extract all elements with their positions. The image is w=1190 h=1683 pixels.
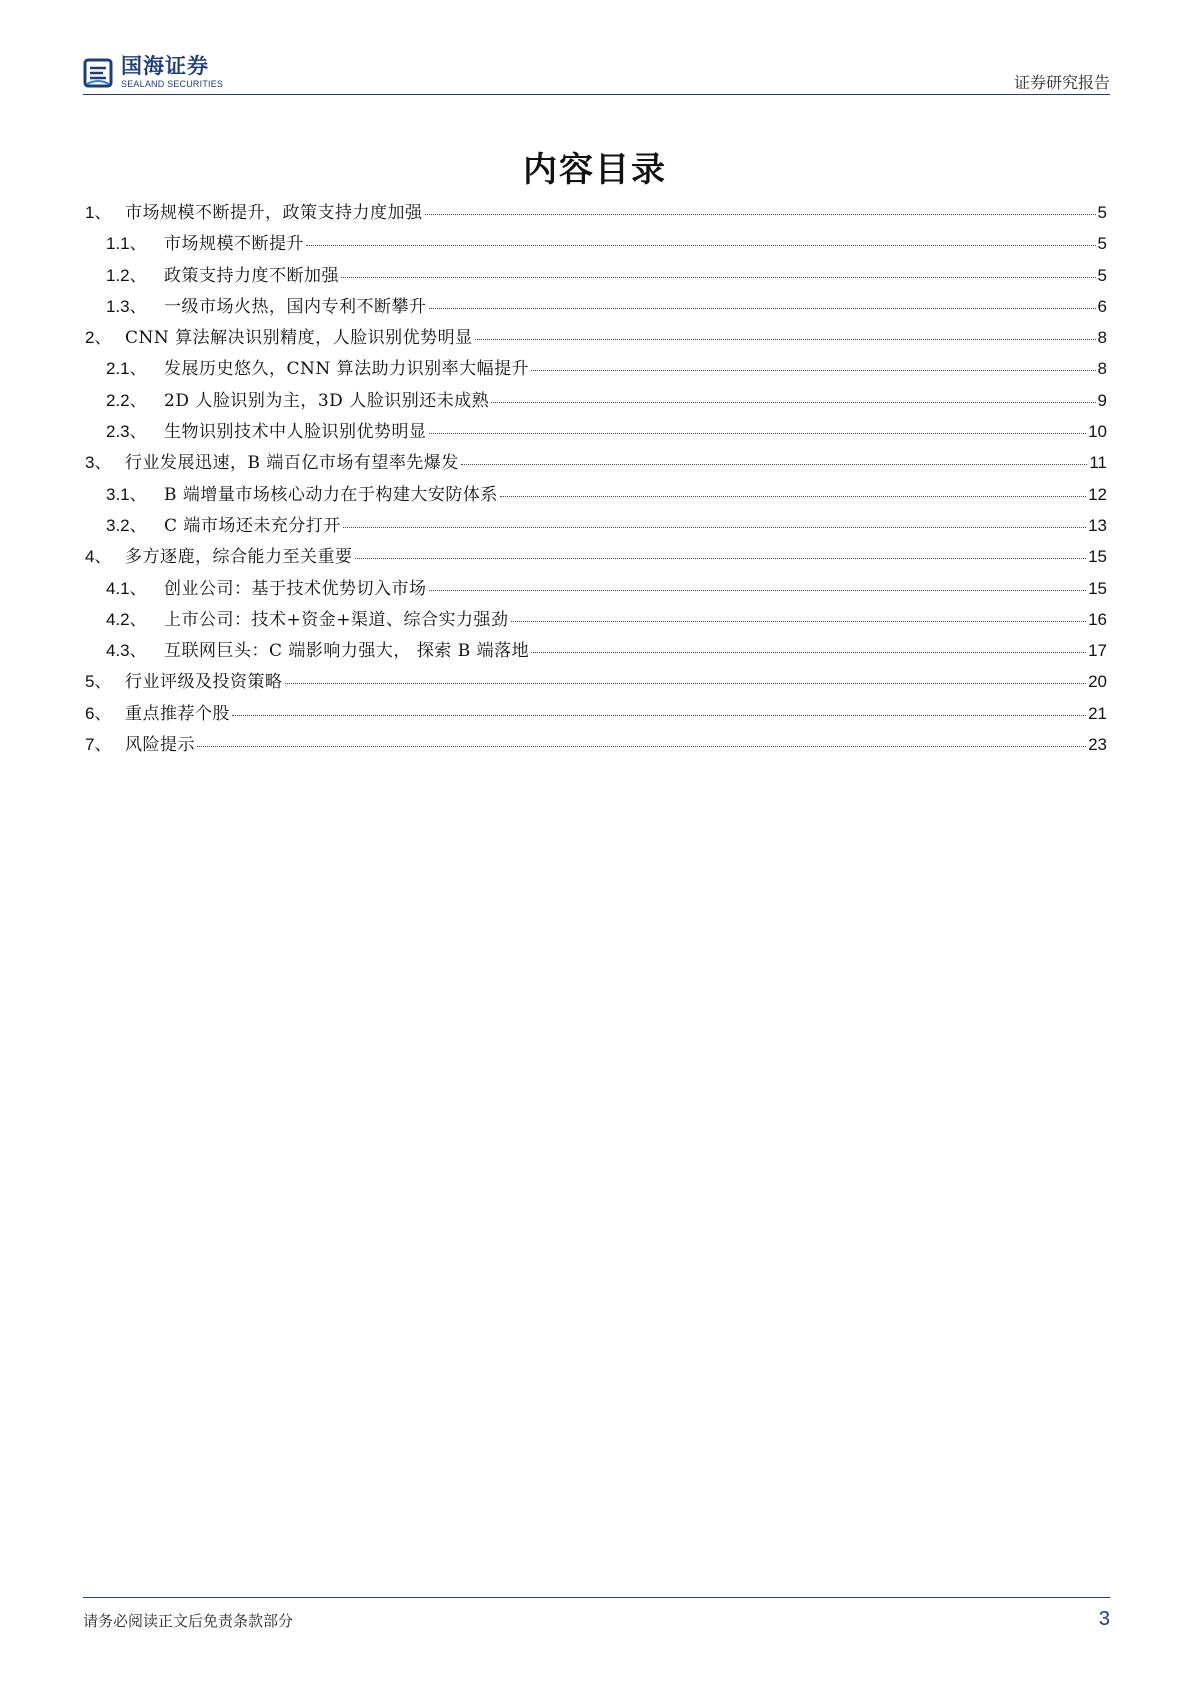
toc-entry[interactable]	[85, 323, 1107, 354]
toc-entry-title: 生物识别技术中人脸识别优势明显	[164, 422, 427, 443]
toc-entry-number: 1、	[85, 203, 112, 222]
toc-entry-number: 1.3、	[106, 296, 147, 316]
toc-entry-title: 行业评级及投资策略	[125, 672, 283, 693]
toc-entry-number: 2.3、	[106, 422, 147, 442]
toc-entry-page: 15	[1088, 578, 1107, 598]
toc-entry-number: 2、	[85, 328, 112, 348]
toc-entry-page: 8	[1097, 328, 1107, 348]
toc-entry-title: 市场规模不断提升	[164, 234, 304, 255]
toc-entry-number: 4.1、	[106, 578, 147, 598]
toc-entry[interactable]	[85, 261, 1107, 292]
toc-leader-dots	[429, 308, 1096, 309]
toc-entry-number: 3.1、	[106, 484, 147, 504]
toc-entry-number: 4.3、	[106, 641, 147, 661]
page-footer	[83, 1597, 1110, 1638]
toc-entry[interactable]	[85, 730, 1107, 761]
toc-entry[interactable]	[85, 292, 1107, 323]
toc-entry-title: 市场规模不断提升，政策支持力度加强	[125, 203, 423, 223]
disclaimer-note: 请务必阅读正文后免责条款部分	[83, 1612, 294, 1630]
toc-leader-dots	[491, 402, 1095, 403]
toc-leader-dots	[343, 527, 1086, 528]
toc-entry-title: 创业公司：基于技术优势切入市场	[164, 578, 427, 599]
toc-leader-dots	[341, 277, 1096, 278]
toc-entry[interactable]	[85, 699, 1107, 730]
toc-entry[interactable]	[85, 417, 1107, 448]
toc-entry-title: B 端增量市场核心动力在于构建大安防体系	[164, 484, 498, 505]
toc-entry[interactable]	[85, 636, 1107, 667]
brand-logo	[83, 56, 223, 89]
toc-entry-number: 5、	[85, 672, 112, 692]
toc-entry-page: 23	[1088, 735, 1107, 755]
toc-entry-title: 2D 人脸识别为主，3D 人脸识别还未成熟	[164, 390, 490, 411]
toc-entry-number: 1.1、	[106, 234, 147, 254]
toc-entry-page: 10	[1088, 422, 1107, 442]
table-of-contents	[85, 198, 1107, 761]
toc-entry-page: 21	[1088, 703, 1107, 723]
toc-entry-title: 政策支持力度不断加强	[164, 265, 339, 286]
toc-entry-number: 6、	[85, 703, 112, 723]
toc-entry-title: 发展历史悠久，CNN 算法助力识别率大幅提升	[164, 359, 530, 380]
toc-entry-number: 2.2、	[106, 390, 147, 410]
toc-leader-dots	[531, 370, 1095, 371]
sealand-logo-icon	[83, 58, 113, 88]
toc-entry-title: 上市公司：技术+资金+渠道、综合实力强劲	[164, 609, 509, 630]
toc-entry[interactable]	[85, 574, 1107, 605]
toc-leader-dots	[232, 715, 1086, 716]
page-header	[83, 52, 1110, 95]
toc-leader-dots	[531, 652, 1086, 653]
toc-entry-title: 风险提示	[125, 735, 195, 756]
report-type-label: 证券研究报告	[1013, 73, 1110, 92]
toc-entry-page: 8	[1097, 359, 1107, 379]
toc-entry-title: CNN 算法解决识别精度，人脸识别优势明显	[125, 328, 473, 349]
toc-entry-page: 11	[1089, 453, 1107, 473]
toc-entry-number: 7、	[85, 735, 112, 755]
toc-leader-dots	[429, 433, 1087, 434]
toc-entry-title: 行业发展迅速，B 端百亿市场有望率先爆发	[125, 453, 459, 474]
brand-name-cn: 国海证券	[121, 54, 209, 78]
toc-entry-page: 20	[1088, 672, 1107, 692]
toc-leader-dots	[285, 683, 1087, 684]
toc-entry-title: 多方逐鹿，综合能力至关重要	[125, 547, 353, 568]
toc-entry[interactable]	[85, 198, 1107, 229]
toc-entry-title: 一级市场火热，国内专利不断攀升	[164, 296, 427, 317]
toc-entry-page: 6	[1097, 296, 1107, 316]
brand-name-en: SEALAND SECURITIES	[121, 79, 224, 89]
toc-leader-dots	[425, 214, 1096, 215]
toc-leader-dots	[475, 339, 1096, 340]
toc-leader-dots	[306, 245, 1096, 246]
toc-entry[interactable]	[85, 667, 1107, 698]
toc-entry-page: 5	[1097, 265, 1107, 285]
toc-leader-dots	[511, 621, 1087, 622]
toc-entry-page: 12	[1088, 484, 1107, 504]
toc-entry-number: 1.2、	[106, 265, 147, 285]
toc-entry-title: C 端市场还未充分打开	[164, 515, 341, 536]
toc-entry-number: 3.2、	[106, 515, 147, 535]
toc-entry-page: 16	[1088, 609, 1107, 629]
toc-entry[interactable]	[85, 542, 1107, 573]
toc-entry-number: 4.2、	[106, 609, 147, 629]
toc-entry-number: 2.1、	[106, 359, 147, 379]
toc-entry-page: 5	[1097, 203, 1107, 222]
toc-entry-page: 15	[1088, 547, 1107, 567]
toc-entry[interactable]	[85, 448, 1107, 479]
toc-entry-number: 4、	[85, 547, 112, 567]
toc-entry-page: 17	[1088, 641, 1107, 661]
toc-leader-dots	[461, 464, 1087, 465]
toc-entry-title: 互联网巨头：C 端影响力强大， 探索 B 端落地	[164, 641, 530, 662]
page-title: 内容目录	[523, 150, 667, 190]
toc-entry[interactable]	[85, 386, 1107, 417]
toc-entry-page: 13	[1088, 515, 1107, 535]
toc-entry[interactable]	[85, 354, 1107, 385]
toc-leader-dots	[429, 590, 1087, 591]
toc-entry-number: 3、	[85, 453, 112, 473]
toc-entry-page: 9	[1097, 390, 1107, 410]
toc-entry[interactable]	[85, 511, 1107, 542]
toc-leader-dots	[355, 558, 1087, 559]
toc-entry-title: 重点推荐个股	[125, 703, 230, 724]
toc-entry[interactable]	[85, 480, 1107, 511]
page-number: 3	[1098, 1608, 1110, 1630]
toc-entry[interactable]	[85, 229, 1107, 260]
toc-leader-dots	[197, 746, 1086, 747]
toc-entry-page: 5	[1097, 234, 1107, 254]
toc-entry[interactable]	[85, 605, 1107, 636]
toc-leader-dots	[500, 496, 1086, 497]
